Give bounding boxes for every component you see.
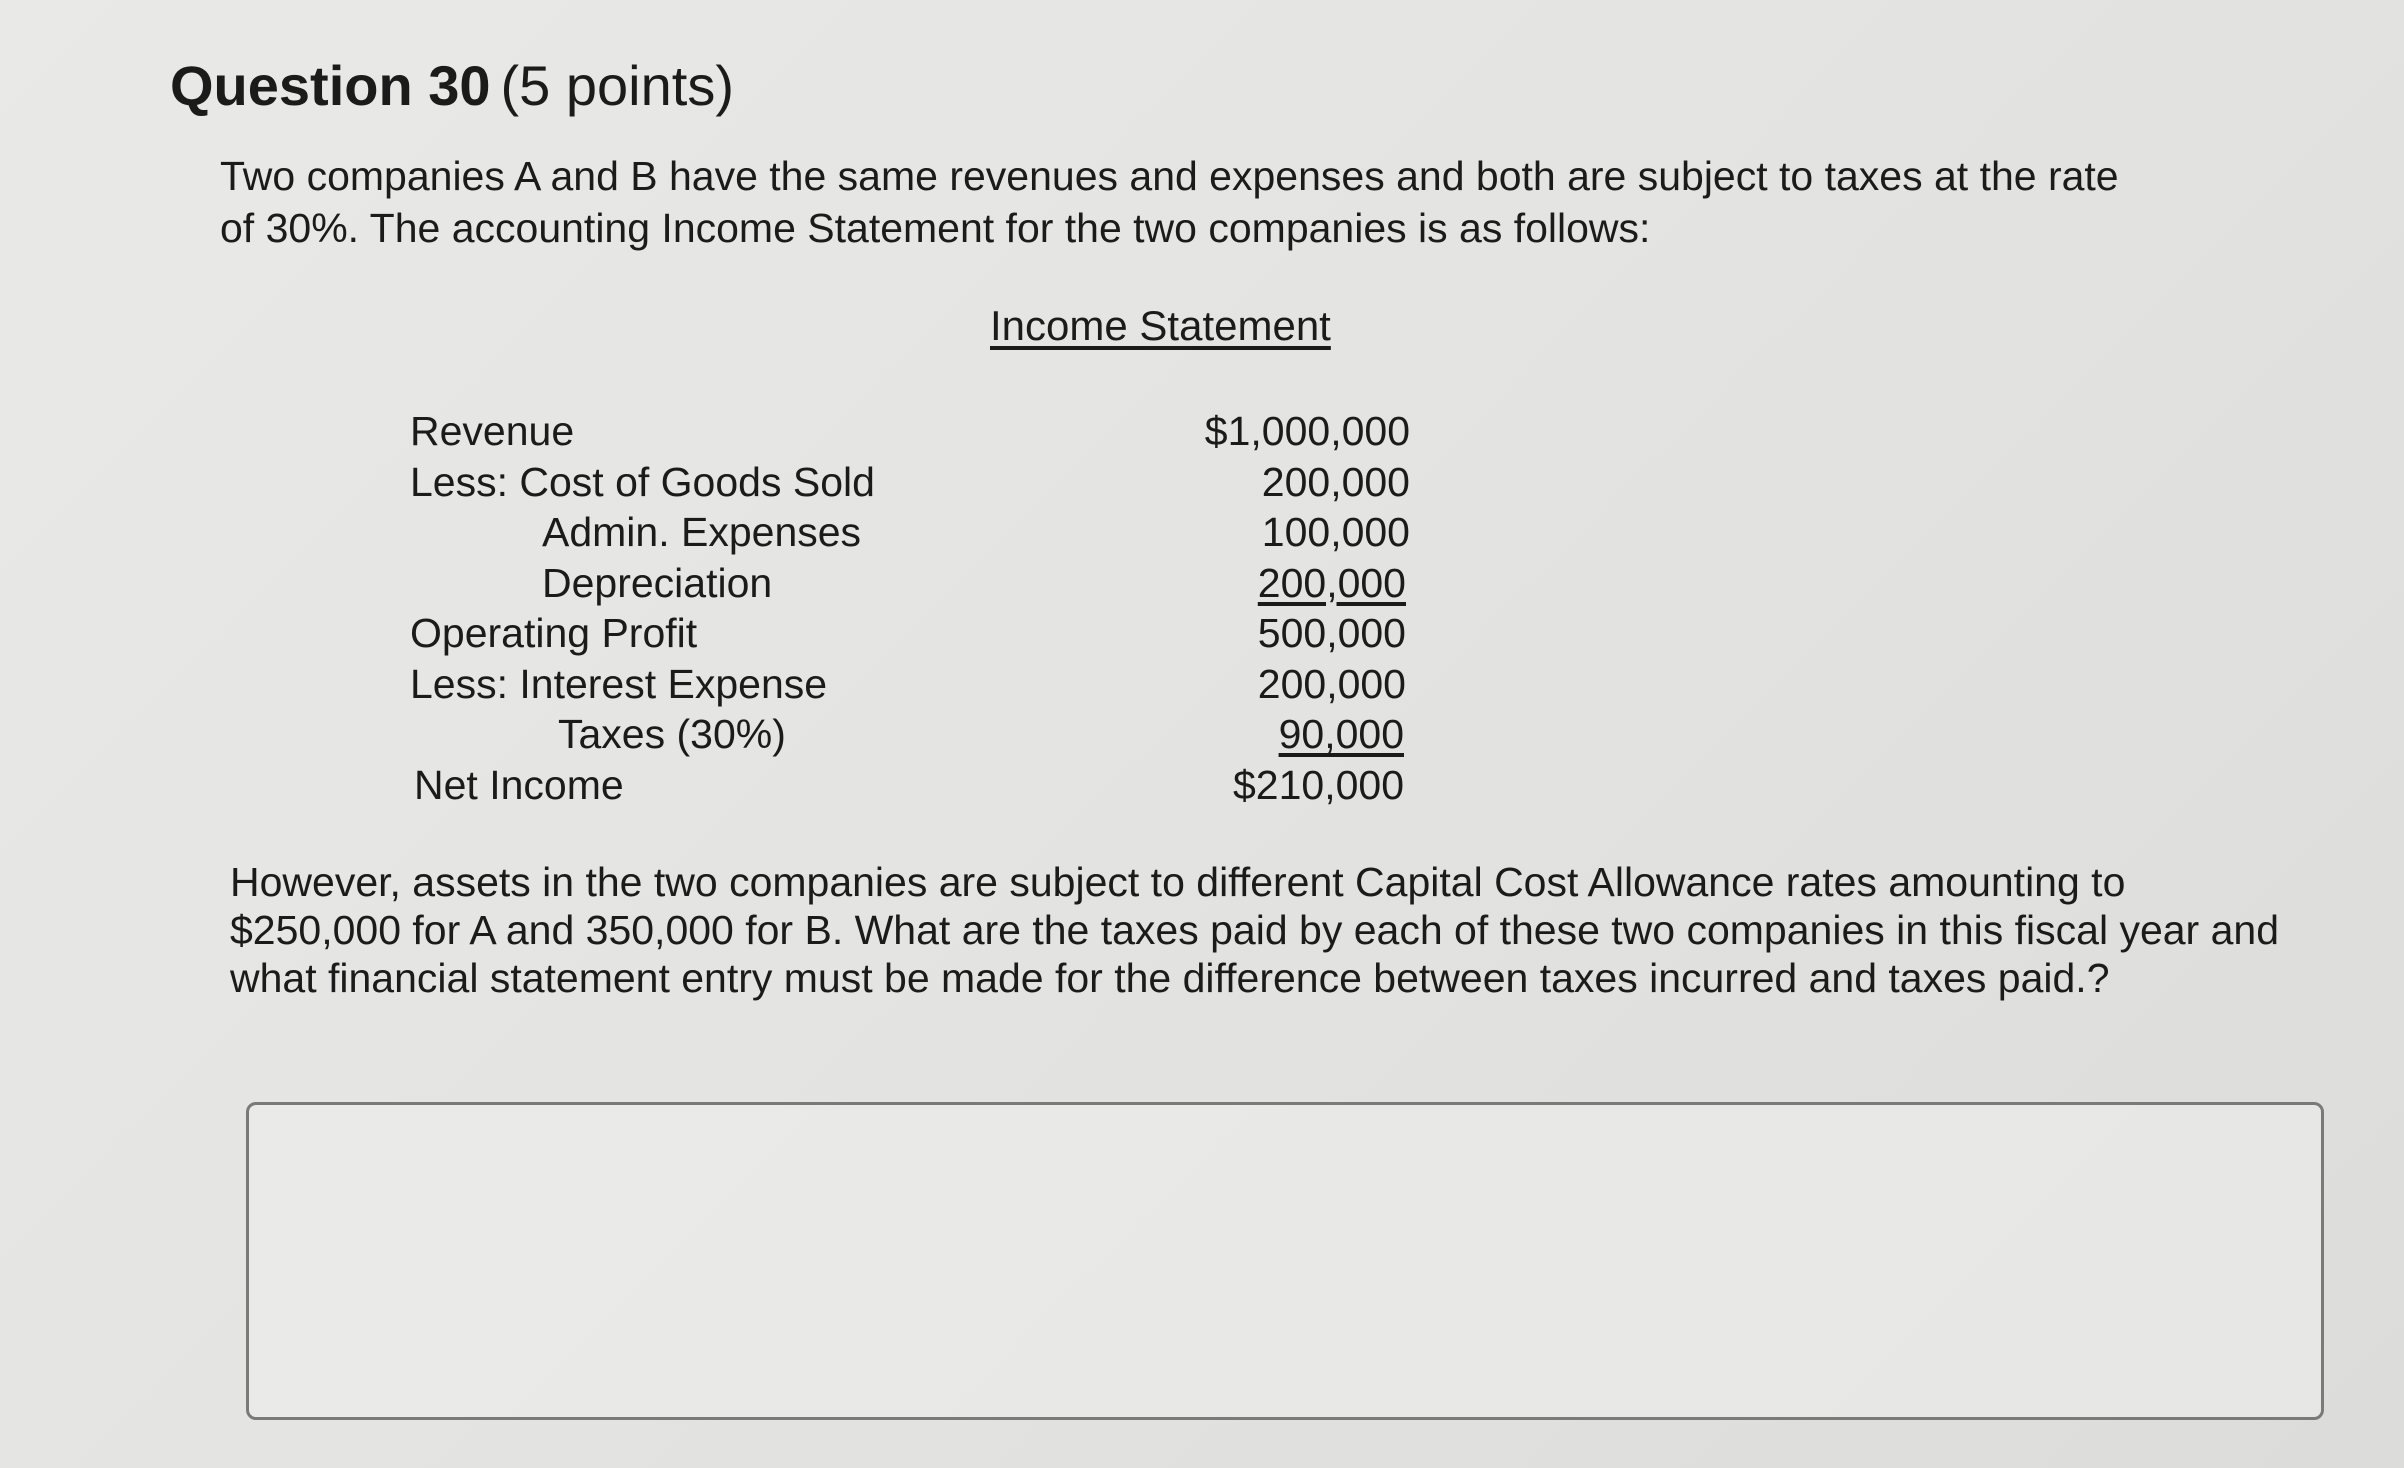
statement-label: Admin. Expenses <box>542 509 862 555</box>
statement-row-depreciation <box>410 558 1410 609</box>
statement-value: $210,000 <box>1232 761 1404 808</box>
income-statement-table <box>410 406 1410 810</box>
question-intro-text: Two companies A and B have the same revenues and expenses and both are subject to taxes at the rate of 30%. The accounting Income Statement for the two companies is as follows: <box>220 153 2119 251</box>
answer-text-area[interactable] <box>246 1102 2324 1420</box>
income-statement-heading: Income Statement <box>990 302 1331 349</box>
statement-value: 200,000 <box>1257 559 1406 606</box>
question-points: (5 points) <box>500 54 734 117</box>
statement-row-cogs <box>410 457 1410 508</box>
question-title <box>170 52 734 119</box>
statement-value: 500,000 <box>1257 610 1406 656</box>
statement-value: 90,000 <box>1278 711 1404 757</box>
statement-value: 100,000 <box>1261 509 1410 555</box>
statement-label: Less: Interest Expense <box>410 660 828 707</box>
statement-row-taxes <box>410 709 1410 760</box>
statement-row-operating-profit <box>410 608 1410 659</box>
statement-row-revenue <box>410 406 1410 457</box>
question-followup-text: However, assets in the two companies are subject to different Capital Cost Allowance rates amounting to $250,000 for A and 350,000 for B. What are the taxes paid by each of these two companies in this fiscal year and what financial statement entry must be made for the difference between taxes incurred and taxes paid.? <box>230 859 2279 1001</box>
statement-label: Less: Cost of Goods Sold <box>410 458 875 505</box>
statement-label: Operating Profit <box>410 610 698 656</box>
statement-label: Net Income <box>414 761 624 808</box>
question-number: Question 30 <box>170 54 491 117</box>
statement-row-net-income <box>410 760 1410 811</box>
statement-row-admin-expenses <box>410 507 1410 558</box>
statement-row-interest-expense <box>410 659 1410 710</box>
statement-value: $1,000,000 <box>1204 408 1410 454</box>
statement-label: Depreciation <box>542 559 773 606</box>
statement-value: 200,000 <box>1261 458 1410 505</box>
statement-label: Revenue <box>410 408 575 454</box>
statement-value: 200,000 <box>1257 660 1406 707</box>
statement-label: Taxes (30%) <box>558 711 786 757</box>
